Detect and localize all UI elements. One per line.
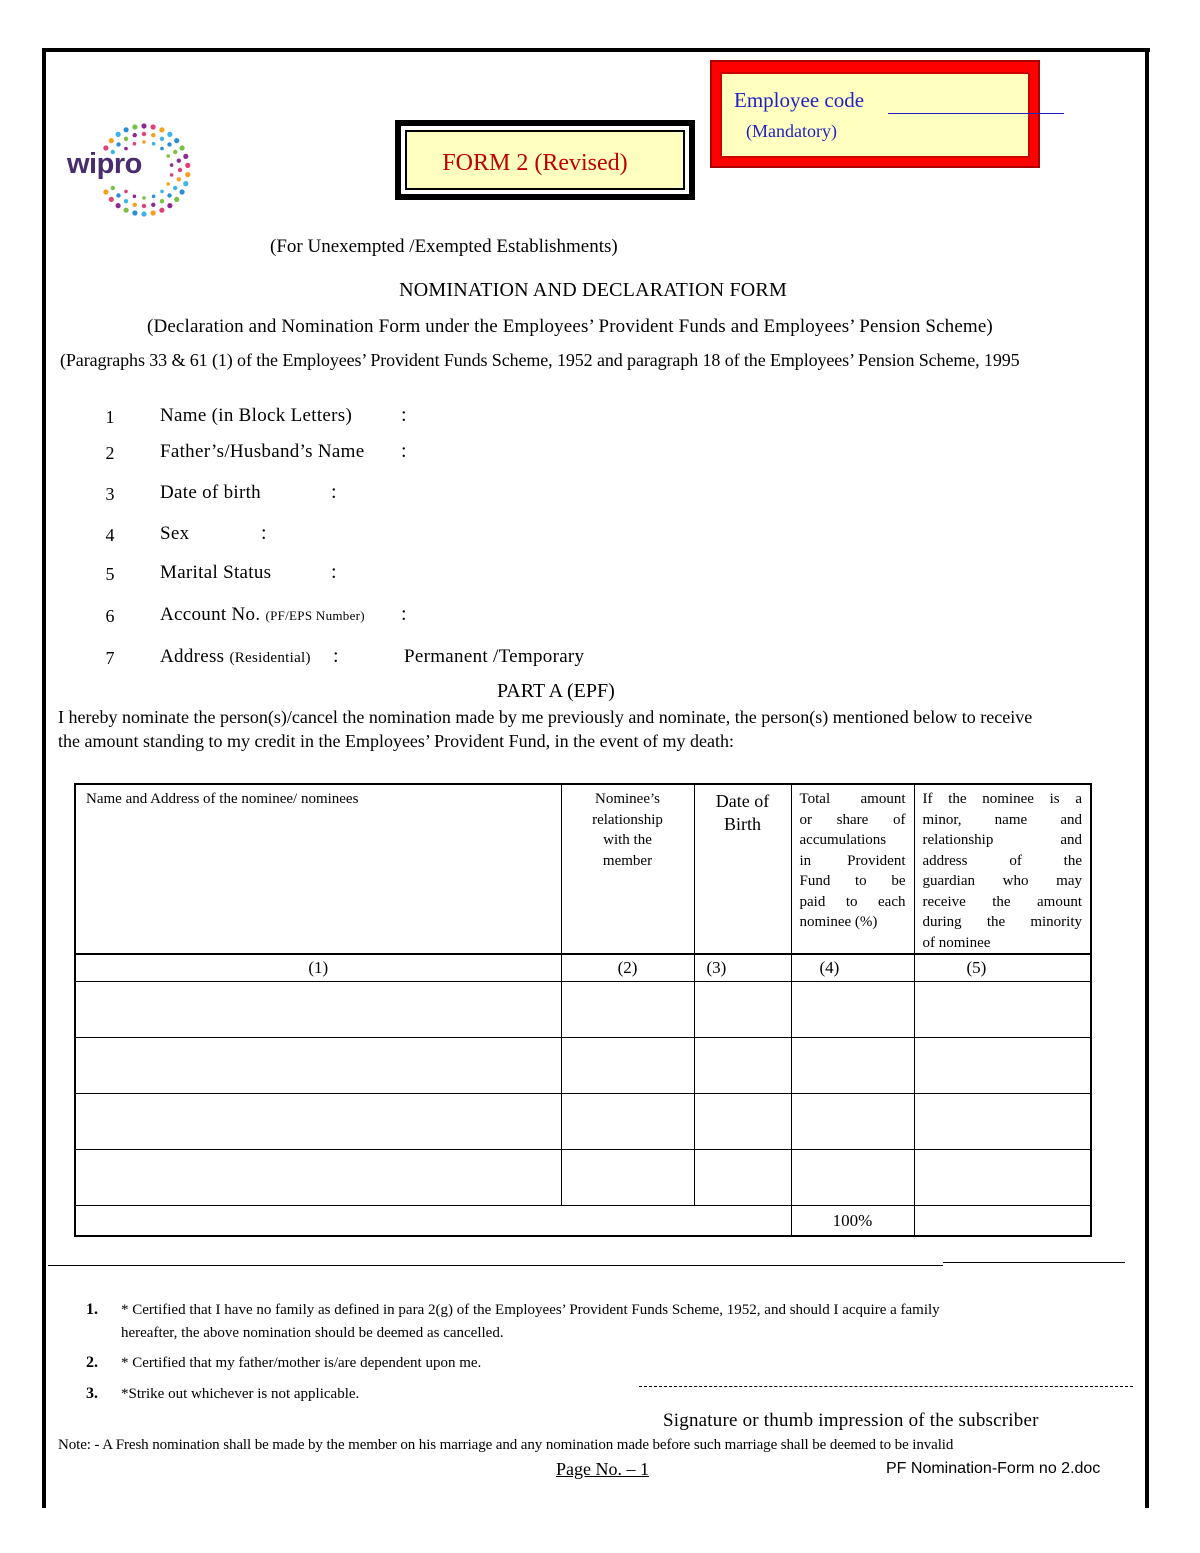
note-number: 2. (86, 1354, 98, 1371)
field-label-name: Name (in Block Letters) (160, 405, 353, 426)
logo-text: wipro (67, 148, 142, 180)
field-label-account-main: Account No. (160, 604, 261, 625)
logo-dot (116, 203, 121, 208)
column-number: (5) (914, 954, 1091, 982)
guardian-cell[interactable] (914, 1094, 1091, 1150)
field-label-dob: Date of birth (160, 482, 261, 503)
field-colon: : (401, 404, 407, 426)
guardian-cell[interactable] (914, 982, 1091, 1038)
table-row (75, 982, 1091, 1038)
logo-dot (159, 127, 164, 132)
column-number: (3) (694, 954, 791, 982)
note-number: 3. (86, 1385, 98, 1402)
address-type: Permanent /Temporary (404, 646, 585, 667)
nominee-table (74, 783, 1092, 1237)
logo-dot (124, 137, 128, 141)
logo-dot (142, 196, 146, 200)
logo-dot (116, 142, 120, 146)
logo-dot (183, 154, 188, 159)
total-share: 100% (791, 1206, 914, 1237)
column-number: (1) (75, 954, 561, 982)
table-row (75, 1150, 1091, 1206)
separator-line (48, 1265, 943, 1266)
header-text: of nominee (922, 934, 991, 951)
column-number-row (75, 954, 1091, 982)
header-text: minor, name and (922, 811, 1082, 828)
field-colon: : (401, 440, 407, 462)
nominee-name-cell[interactable] (75, 1038, 561, 1094)
document-name: PF Nomination-Form no 2.doc (886, 1460, 1101, 1477)
logo-dot (180, 189, 185, 194)
field-number: 1 (105, 407, 115, 427)
logo-dot (124, 208, 129, 213)
logo-dot (142, 204, 146, 208)
share-cell[interactable] (791, 982, 914, 1038)
logo-dot (151, 133, 155, 137)
header-guardian (914, 784, 1091, 954)
logo-dot (173, 186, 177, 190)
logo-dot (142, 140, 146, 144)
logo-dot (116, 132, 121, 137)
logo-dot (141, 123, 146, 128)
header-text: If the nominee is a (922, 791, 1082, 807)
note-number: 1. (86, 1301, 98, 1318)
field-label-address-sub: (Residential) (229, 650, 311, 666)
logo-dot (152, 142, 156, 146)
header-text: address of the (922, 852, 1082, 869)
header-text: relationship (592, 811, 663, 828)
table-row (75, 1094, 1091, 1150)
employee-code-inner (720, 72, 1030, 158)
page-border-right (1145, 48, 1149, 1508)
dob-cell[interactable] (694, 1038, 791, 1094)
logo-dot (174, 138, 179, 143)
total-guardian (914, 1206, 1091, 1237)
logo-dot (183, 181, 188, 186)
column-number: (4) (791, 954, 914, 982)
field-number: 4 (105, 525, 115, 545)
logo-dot (166, 182, 170, 186)
header-text: Nominee’s (595, 791, 660, 807)
subtitle: (Declaration and Nomination Form under the Employees’ Provident Funds and Employees’ Pension Scheme) (147, 316, 993, 337)
logo-dot (185, 172, 190, 177)
dob-cell[interactable] (694, 1094, 791, 1150)
logo-dot (109, 138, 114, 143)
header-text: paid to each (799, 893, 906, 910)
note-2: * Certified that my father/mother is/are dependent upon me. (121, 1355, 482, 1371)
page-border-left (42, 48, 46, 1508)
logo-dot (170, 163, 174, 167)
logo-dot (103, 189, 108, 194)
logo-dot (170, 173, 174, 177)
field-colon: : (401, 603, 407, 625)
employee-code-label: Employee code (734, 88, 865, 112)
logo-dot (159, 208, 164, 213)
logo-dot (151, 124, 156, 129)
column-number: (2) (561, 954, 694, 982)
logo-dot (167, 203, 172, 208)
relationship-cell[interactable] (561, 1038, 694, 1094)
logo-dot (133, 195, 137, 199)
table-row (75, 1038, 1091, 1094)
page-border-top (42, 48, 1150, 52)
field-label-address (160, 646, 311, 668)
dob-cell[interactable] (694, 1150, 791, 1206)
logo-dot (151, 210, 156, 215)
field-label-account-sub: (PF/EPS Number) (265, 608, 365, 623)
logo-dot (167, 142, 171, 146)
field-label-sex: Sex (160, 523, 190, 544)
nominee-name-cell[interactable] (75, 1150, 561, 1206)
logo-dot (180, 145, 185, 150)
total-spacer (75, 1206, 791, 1237)
header-text: Fund to be (799, 873, 906, 889)
logo-dot (133, 203, 137, 207)
signature-line[interactable] (639, 1386, 1133, 1387)
header-text: nominee (%) (799, 914, 878, 930)
field-label-father-husband: Father’s/Husband’s Name (160, 441, 365, 462)
logo-dot (152, 195, 156, 199)
logo-dot (167, 193, 171, 197)
header-text: with the (603, 832, 652, 848)
header-text: member (602, 852, 653, 869)
paragraph-reference: (Paragraphs 33 & 61 (1) of the Employees’ Provident Funds Scheme, 1952 and paragraph 18 of the Employees’ Pension Scheme, 1995 (60, 350, 1020, 370)
field-colon: : (333, 645, 339, 667)
logo-dot (142, 132, 146, 136)
footer-note: Note: - A Fresh nomination shall be made by the member on his marriage and any nomination made before such marriage shall be deemed to be invalid (58, 1437, 954, 1453)
logo-dot (174, 197, 179, 202)
logo-dot (124, 199, 128, 203)
wipro-logo (64, 120, 194, 220)
logo-dot (124, 190, 128, 194)
field-number: 7 (105, 648, 115, 668)
logo-dot (160, 147, 164, 151)
header-text: accumulations (799, 832, 887, 848)
field-label-address-main: Address (160, 646, 225, 667)
field-number: 6 (105, 606, 115, 626)
declaration-line-2: the amount standing to my credit in the Employees’ Provident Fund, in the event of my death: (58, 731, 735, 751)
field-colon: : (331, 481, 337, 503)
dob-cell[interactable] (694, 982, 791, 1038)
header-text: Name and Address of the nominee/ nominees (86, 791, 359, 807)
logo-dot (185, 163, 190, 168)
note-1-line-2: hereafter, the above nomination should be deemed as cancelled. (121, 1325, 504, 1341)
header-text: in Provident (799, 852, 906, 869)
guardian-cell[interactable] (914, 1038, 1091, 1094)
logo-dot (173, 150, 177, 154)
logo-dot (160, 199, 164, 203)
logo-dot (132, 124, 137, 129)
share-cell[interactable] (791, 1150, 914, 1206)
header-total-amount (791, 784, 914, 954)
logo-dot (109, 197, 114, 202)
logo-dot (141, 211, 146, 216)
part-a-heading: PART A (EPF) (497, 680, 615, 702)
logo-dot (166, 154, 170, 158)
field-label-marital-status: Marital Status (160, 562, 272, 583)
logo-dot (133, 142, 137, 146)
header-text: Date of (715, 791, 770, 811)
nominee-name-cell[interactable] (75, 1094, 561, 1150)
nominee-name-cell[interactable] (75, 982, 561, 1038)
total-row (75, 1206, 1091, 1237)
header-text: during the minority (922, 914, 1082, 930)
employee-code-mandatory: (Mandatory) (746, 121, 837, 141)
table-header-row (75, 784, 1091, 954)
establishment-type: (For Unexempted /Exempted Establishments) (270, 236, 618, 257)
logo-dot (160, 137, 164, 141)
header-text: Total amount (799, 791, 906, 807)
logo-dot (116, 193, 120, 197)
field-number: 3 (105, 484, 115, 504)
logo-dot (177, 159, 181, 163)
form-title: FORM 2 (Revised) (442, 150, 628, 176)
page-number: Page No. – 1 (556, 1459, 649, 1479)
relationship-cell[interactable] (561, 982, 694, 1038)
header-text: or share of (799, 811, 906, 828)
field-number: 5 (105, 564, 115, 584)
header-date-of-birth (694, 784, 791, 954)
relationship-cell[interactable] (561, 1094, 694, 1150)
note-3: *Strike out whichever is not applicable. (121, 1386, 360, 1402)
field-colon: : (331, 561, 337, 583)
logo-dot (151, 203, 155, 207)
field-label-account-no (160, 604, 365, 626)
header-name-address (75, 784, 561, 954)
share-cell[interactable] (791, 1094, 914, 1150)
logo-dot (111, 186, 115, 190)
main-title: NOMINATION AND DECLARATION FORM (399, 279, 787, 301)
header-text: guardian who may (922, 873, 1082, 889)
relationship-cell[interactable] (561, 1150, 694, 1206)
share-cell[interactable] (791, 1038, 914, 1094)
field-number: 2 (105, 443, 115, 463)
logo-dot (167, 132, 172, 137)
logo-dot (132, 210, 137, 215)
signature-label: Signature or thumb impression of the subscriber (663, 1410, 1039, 1431)
logo-dot (133, 133, 137, 137)
guardian-cell[interactable] (914, 1150, 1091, 1206)
separator-line-right (943, 1262, 1125, 1263)
logo-dot (177, 177, 181, 181)
logo-dot (178, 168, 182, 172)
header-text: receive the amount (922, 893, 1082, 910)
note-1-line-1: * Certified that I have no family as defined in para 2(g) of the Employees’ Provident Funds Scheme, 1952, and should I acquire a family (121, 1302, 940, 1318)
logo-dot (124, 127, 129, 132)
employee-code-field[interactable] (888, 113, 1064, 114)
header-relationship (561, 784, 694, 954)
declaration-line-1: I hereby nominate the person(s)/cancel the nomination made by me previously and nominate, the person(s) mentioned below to receive (58, 707, 1033, 727)
field-colon: : (261, 522, 267, 544)
logo-dot (160, 190, 164, 194)
header-text: relationship and (922, 832, 1082, 848)
header-text: Birth (723, 814, 761, 834)
